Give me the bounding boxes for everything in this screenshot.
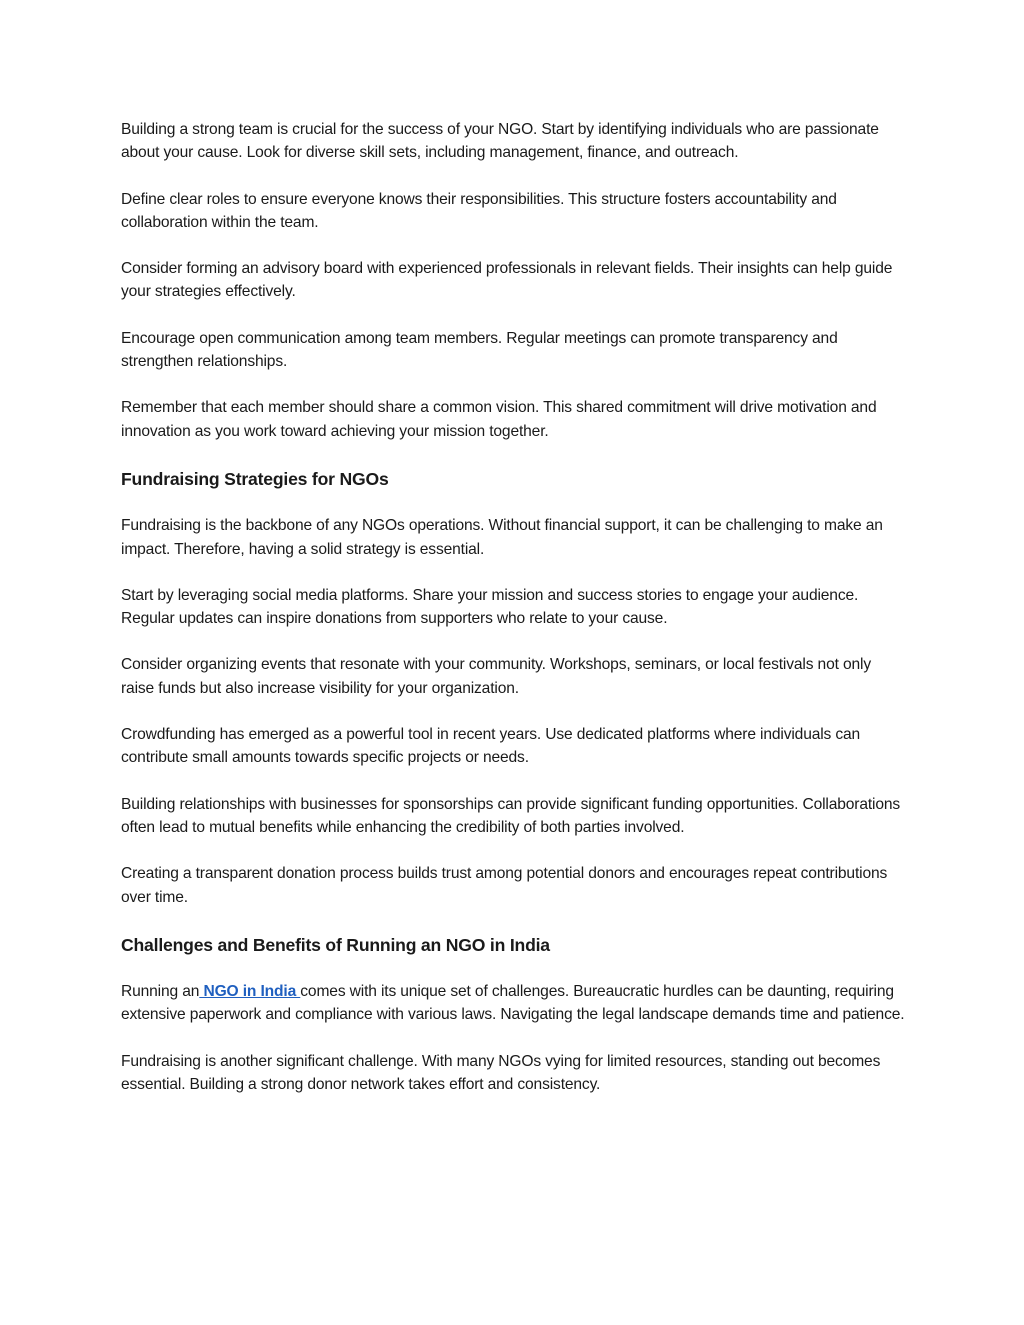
team-paragraph-3: Consider forming an advisory board with experienced professionals in relevant fields. Their insights can help guide your strategies effectively. [121,260,893,301]
challenges-paragraph-1-end: comes with its unique set of challenges. Bureaucratic hurdles can be daunting, requiring extensive paperwork and compliance with various laws. Navigating the legal landscape demands time and patience. [121,983,905,1024]
fundraising-paragraph-3: Consider organizing events that resonate with your community. Workshops, seminars, or local festivals not only raise funds but also increase visibility for your organization. [121,656,871,697]
fundraising-heading: Fundraising Strategies for NGOs [121,468,389,489]
team-paragraph-5: Remember that each member should share a common vision. This shared commitment will drive motivation and innovation as you work toward achieving your mission together. [121,399,877,440]
team-paragraph-4: Encourage open communication among team members. Regular meetings can promote transparency and strengthen relationships. [121,329,838,371]
fundraising-paragraph-2: Start by leveraging social media platforms. Share your mission and success stories to engage your audience. Regular updates can inspire donations from supporters who relate to your cause. [121,586,859,628]
document-page [121,118,907,1119]
challenges-paragraph-1-start: Running an [121,983,200,1001]
fundraising-paragraph-4: Crowdfunding has emerged as a powerful tool in recent years. Use dedicated platforms where individuals can contribute small amounts towards specific projects or needs. [121,726,861,767]
ngo-in-india-link[interactable]: NGO in India [199,983,301,1001]
challenges-paragraph-2: Fundraising is another significant challenge. With many NGOs vying for limited resources, standing out becomes essential. Building a strong donor network takes effort and consistency. [121,1052,881,1094]
team-paragraph-2: Define clear roles to ensure everyone knows their responsibilities. This structure fosters accountability and collaboration within the team. [121,190,837,231]
fundraising-paragraph-5: Building relationships with businesses for sponsorships can provide significant funding opportunities. Collaborations often lead to mutual benefits while enhancing the credibility of both parties involved. [121,795,901,836]
challenges-heading: Challenges and Benefits of Running an NGO in India [121,934,550,955]
challenges-paragraph-1 [121,980,907,1027]
team-paragraph-1: Building a strong team is crucial for the success of your NGO. Start by identifying individuals who are passionate about your cause. Look for diverse skill sets, including management, finance, and outreach. [121,121,879,162]
fundraising-paragraph-1: Fundraising is the backbone of any NGOs operations. Without financial support, it can be challenging to make an impact. Therefore, having a solid strategy is essential. [121,517,883,558]
fundraising-paragraph-6: Creating a transparent donation process builds trust among potential donors and encourages repeat contributions over time. [121,865,888,906]
